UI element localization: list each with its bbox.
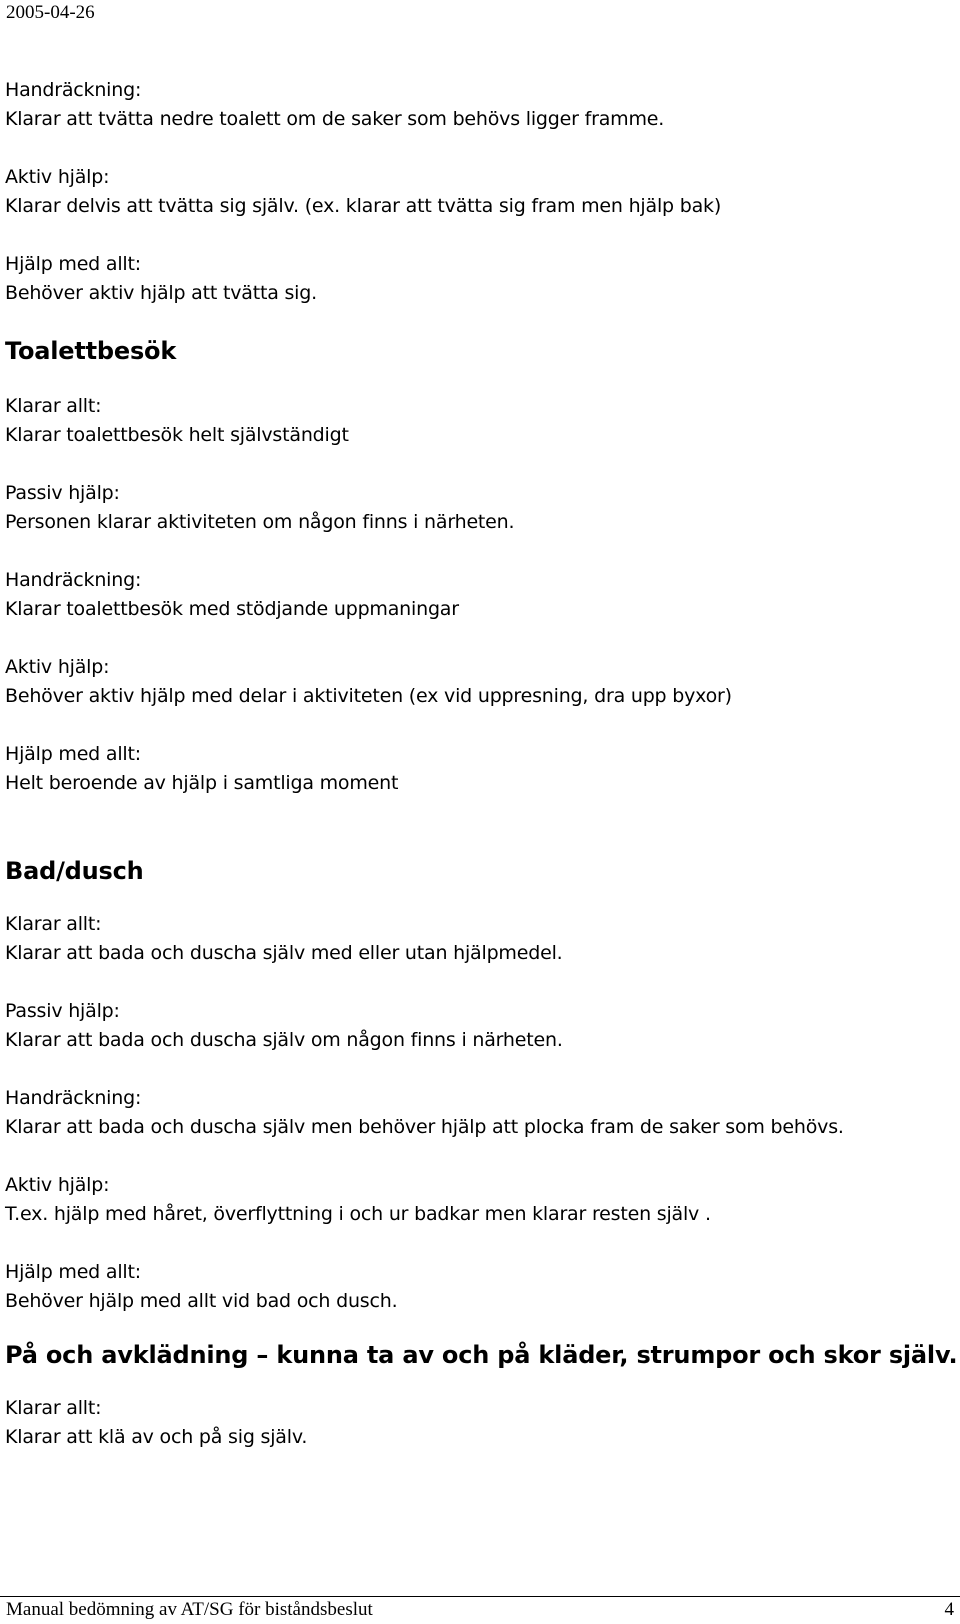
section-heading: På och avklädning – kunna ta av och på kläder, strumpor och skor själv. <box>5 1341 958 1369</box>
entry-label: Klarar allt: <box>5 913 102 935</box>
entry-text: Klarar att bada och duscha själv med eller utan hjälpmedel. <box>5 942 563 964</box>
entry-aktiv-hjalp <box>5 163 950 221</box>
entry-hjalp-med-allt <box>5 250 950 308</box>
entry-text: Klarar delvis att tvätta sig själv. (ex. klarar att tvätta sig fram men hjälp bak) <box>5 195 722 217</box>
entry-text: Behöver hjälp med allt vid bad och dusch. <box>5 1290 398 1312</box>
section-bad-dusch <box>5 856 950 1316</box>
entry-label: Aktiv hjälp: <box>5 1174 110 1196</box>
footer-divider <box>0 1596 960 1597</box>
entry-hjalp-med-allt <box>5 740 950 798</box>
entry-klarar-allt <box>5 910 950 968</box>
entry-klarar-allt <box>5 1394 950 1452</box>
section-pa-och-avkladning <box>5 1340 958 1452</box>
section-washing-continued <box>5 76 950 308</box>
entry-text: Klarar att bada och duscha själv men behöver hjälp att plocka fram de saker som behövs. <box>5 1116 844 1138</box>
entry-handrackning <box>5 1084 950 1142</box>
entry-label: Hjälp med allt: <box>5 743 141 765</box>
footer-page-number: 4 <box>944 1599 954 1620</box>
entry-klarar-allt <box>5 392 950 450</box>
header-date: 2005-04-26 <box>6 2 95 23</box>
entry-passiv-hjalp <box>5 997 950 1055</box>
entry-aktiv-hjalp <box>5 653 950 711</box>
entry-text: Klarar att bada och duscha själv om någon finns i närheten. <box>5 1029 563 1051</box>
entry-handrackning <box>5 566 950 624</box>
entry-label: Passiv hjälp: <box>5 1000 120 1022</box>
entry-label: Handräckning: <box>5 79 142 101</box>
entry-text: Personen klarar aktiviteten om någon finns i närheten. <box>5 511 515 533</box>
section-heading: Toalettbesök <box>5 337 177 365</box>
entry-label: Hjälp med allt: <box>5 253 141 275</box>
entry-label: Handräckning: <box>5 1087 142 1109</box>
entry-label: Aktiv hjälp: <box>5 166 110 188</box>
entry-passiv-hjalp <box>5 479 950 537</box>
entry-text: T.ex. hjälp med håret, överflyttning i och ur badkar men klarar resten själv . <box>5 1203 711 1225</box>
entry-text: Behöver aktiv hjälp med delar i aktiviteten (ex vid uppresning, dra upp byxor) <box>5 685 732 707</box>
entry-label: Klarar allt: <box>5 395 102 417</box>
entry-label: Passiv hjälp: <box>5 482 120 504</box>
entry-label: Hjälp med allt: <box>5 1261 141 1283</box>
entry-text: Klarar toalettbesök helt självständigt <box>5 424 349 446</box>
entry-handrackning <box>5 76 950 134</box>
entry-text: Klarar att klä av och på sig själv. <box>5 1426 308 1448</box>
entry-aktiv-hjalp <box>5 1171 950 1229</box>
footer-title: Manual bedömning av AT/SG för biståndsbeslut <box>6 1599 373 1620</box>
entry-text: Helt beroende av hjälp i samtliga moment <box>5 772 399 794</box>
entry-text: Klarar toalettbesök med stödjande uppmaningar <box>5 598 459 620</box>
entry-label: Klarar allt: <box>5 1397 102 1419</box>
document-body <box>5 76 958 1452</box>
entry-text: Klarar att tvätta nedre toalett om de saker som behövs ligger framme. <box>5 108 665 130</box>
section-heading: Bad/dusch <box>5 857 144 885</box>
section-toalettbesok <box>5 336 950 798</box>
entry-text: Behöver aktiv hjälp att tvätta sig. <box>5 282 317 304</box>
entry-hjalp-med-allt <box>5 1258 950 1316</box>
entry-label: Aktiv hjälp: <box>5 656 110 678</box>
entry-label: Handräckning: <box>5 569 142 591</box>
